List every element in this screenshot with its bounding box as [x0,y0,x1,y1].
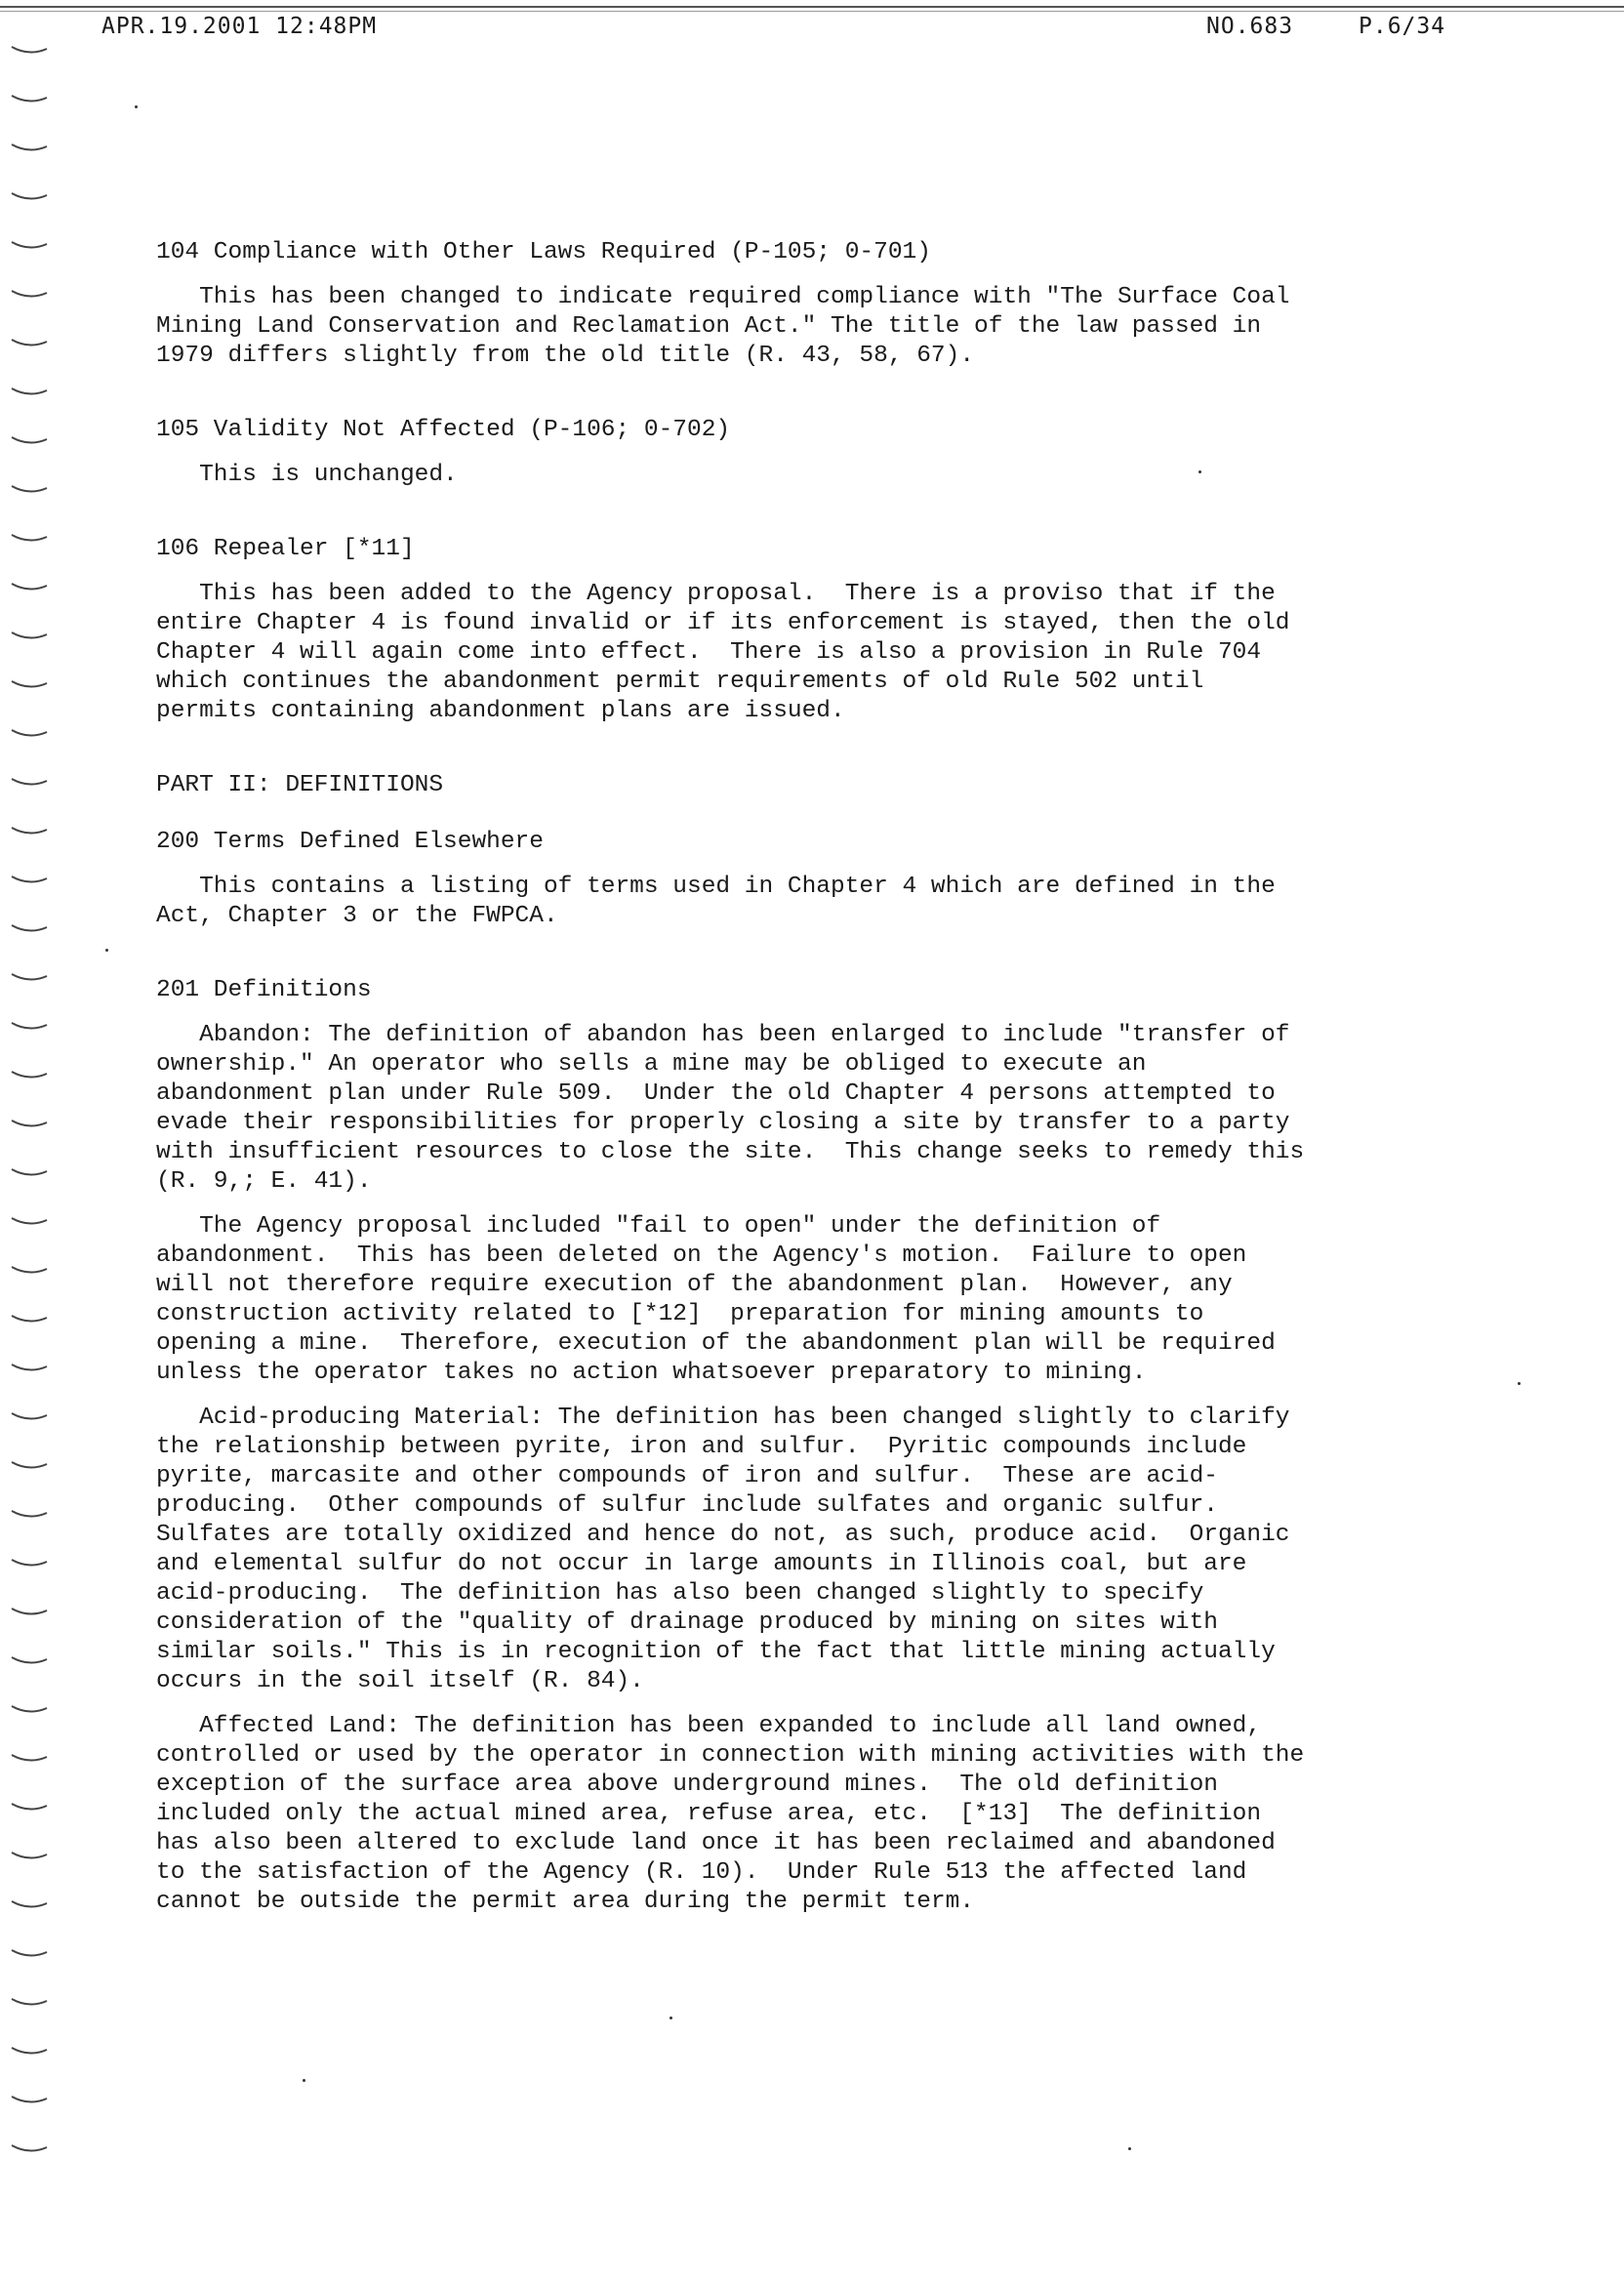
paragraph: This is unchanged. [156,462,458,488]
section-heading: 105 Validity Not Affected (P-106; 0-702) [156,417,731,443]
margin-mark [12,47,47,53]
margin-mark [12,1316,47,1322]
fax-top-rule [0,6,1624,8]
margin-mark [12,1267,47,1273]
section-heading: 200 Terms Defined Elsewhere [156,829,544,855]
margin-mark [12,730,47,736]
margin-mark [12,535,47,541]
margin-mark [12,1755,47,1761]
part-heading: PART II: DEFINITIONS [156,772,444,798]
margin-mark [12,1853,47,1858]
paragraph: Acid-producing Material: The definition has been changed slightly to clarify the relationship between pyrite, iron and sulfur. Pyritic compounds include pyrite, marcasite and other compounds of iron and sulfur. These are acid- producing. Other compounds of sulfur include sulfates and organic sulfur. Sulfates are totally oxidized and hence do not, as such, produce acid. Organic and elemental sulfur do not occur in large amounts in Illinois coal, but are acid-producing. The definition has also been changed slightly to specify consideration of the "quality of drainage produced by mining on sites with similar soils." This is in recognition of the fact that little mining actually occurs in the soil itself (R. 84). [156,1405,1290,1694]
margin-mark [12,242,47,248]
scan-speck [1518,1382,1521,1385]
margin-mark [12,974,47,980]
margin-mark [12,1999,47,2005]
scan-speck [670,2017,672,2019]
margin-mark [12,1413,47,1419]
binding-margin-marks [0,0,117,2282]
margin-mark [12,1901,47,1907]
paragraph: This contains a listing of terms used in Chapter 4 which are defined in the Act, Chapter 3 or the FWPCA. [156,874,1276,929]
paragraph: Affected Land: The definition has been expanded to include all land owned, controlled or used by the operator in connection with mining activities with the exception of the surface area above underground mines. The old definition included only the actual mined area, refuse area, etc. [*13] The definition has also been altered to exclude land once it has been reclaimed and abandoned to the satisfaction of the Agency (R. 10). Under Rule 513 the affected land cannot be outside the permit area during the permit term. [156,1713,1305,1915]
margin-mark [12,1657,47,1663]
document-body [156,238,1464,1933]
margin-mark [12,1609,47,1614]
margin-mark [12,1511,47,1517]
margin-mark [12,584,47,590]
fax-top-rule-thin [0,11,1624,12]
margin-mark [12,828,47,834]
margin-mark [12,876,47,882]
margin-mark [12,388,47,394]
margin-mark [12,1169,47,1175]
scan-speck [105,949,108,952]
scan-speck [135,105,138,108]
fax-page-number: P.6/34 [1359,14,1446,39]
margin-mark [12,486,47,492]
fax-datetime: APR.19.2001 12:48PM [102,14,378,39]
margin-mark [12,1560,47,1566]
scan-speck [1128,2147,1131,2150]
margin-mark [12,193,47,199]
margin-mark [12,1218,47,1224]
scan-speck [1198,470,1201,473]
margin-mark [12,779,47,785]
fax-header [0,14,1624,53]
paragraph: The Agency proposal included "fail to open" under the definition of abandonment. This has been deleted on the Agency's motion. Failure to open will not therefore require execution of the abandonment plan. However, any construction activity related to [*12] preparation for mining amounts to opening a mine. Therefore, execution of the abandonment plan will be required unless the operator takes no action whatsoever preparatory to mining. [156,1213,1276,1386]
margin-mark [12,340,47,346]
scan-speck [303,2079,305,2082]
margin-mark [12,681,47,687]
margin-mark [12,2097,47,2102]
paragraph: This has been changed to indicate required compliance with "The Surface Coal Mining Land Conservation and Reclamation Act." The title of the law passed in 1979 differs slightly from the old title (R. 43, 58, 67). [156,284,1290,369]
fax-number: NO.683 [1206,14,1294,39]
margin-mark [12,632,47,638]
margin-mark [12,1072,47,1078]
margin-mark [12,1023,47,1029]
margin-mark [12,96,47,102]
margin-mark [12,2048,47,2054]
margin-mark [12,1462,47,1468]
margin-mark [12,1804,47,1810]
margin-mark [12,291,47,297]
section-heading: 104 Compliance with Other Laws Required (P-105; 0-701) [156,239,931,265]
section-heading: 201 Definitions [156,977,372,1003]
section-heading: 106 Repealer [*11] [156,536,415,562]
margin-mark [12,1365,47,1370]
margin-mark [12,2145,47,2151]
margin-mark [12,1950,47,1956]
margin-mark [12,1121,47,1126]
margin-mark [12,1706,47,1712]
margin-mark [12,925,47,931]
paragraph: This has been added to the Agency proposal. There is a proviso that if the entire Chapter 4 is found invalid or if its enforcement is stayed, then the old Chapter 4 will again come into effect. There is also a provision in Rule 704 which continues the abandonment permit requirements of old Rule 502 until permits containing abandonment plans are issued. [156,581,1290,724]
margin-mark [12,144,47,150]
paragraph: Abandon: The definition of abandon has been enlarged to include "transfer of ownership." An operator who sells a mine may be obliged to execute an abandonment plan under Rule 509. Under the old Chapter 4 persons attempted to evade their responsibilities for properly closing a site by transfer to a party with insufficient resources to close the site. This change seeks to remedy this (R. 9,; E. 41). [156,1022,1305,1195]
margin-mark [12,437,47,443]
